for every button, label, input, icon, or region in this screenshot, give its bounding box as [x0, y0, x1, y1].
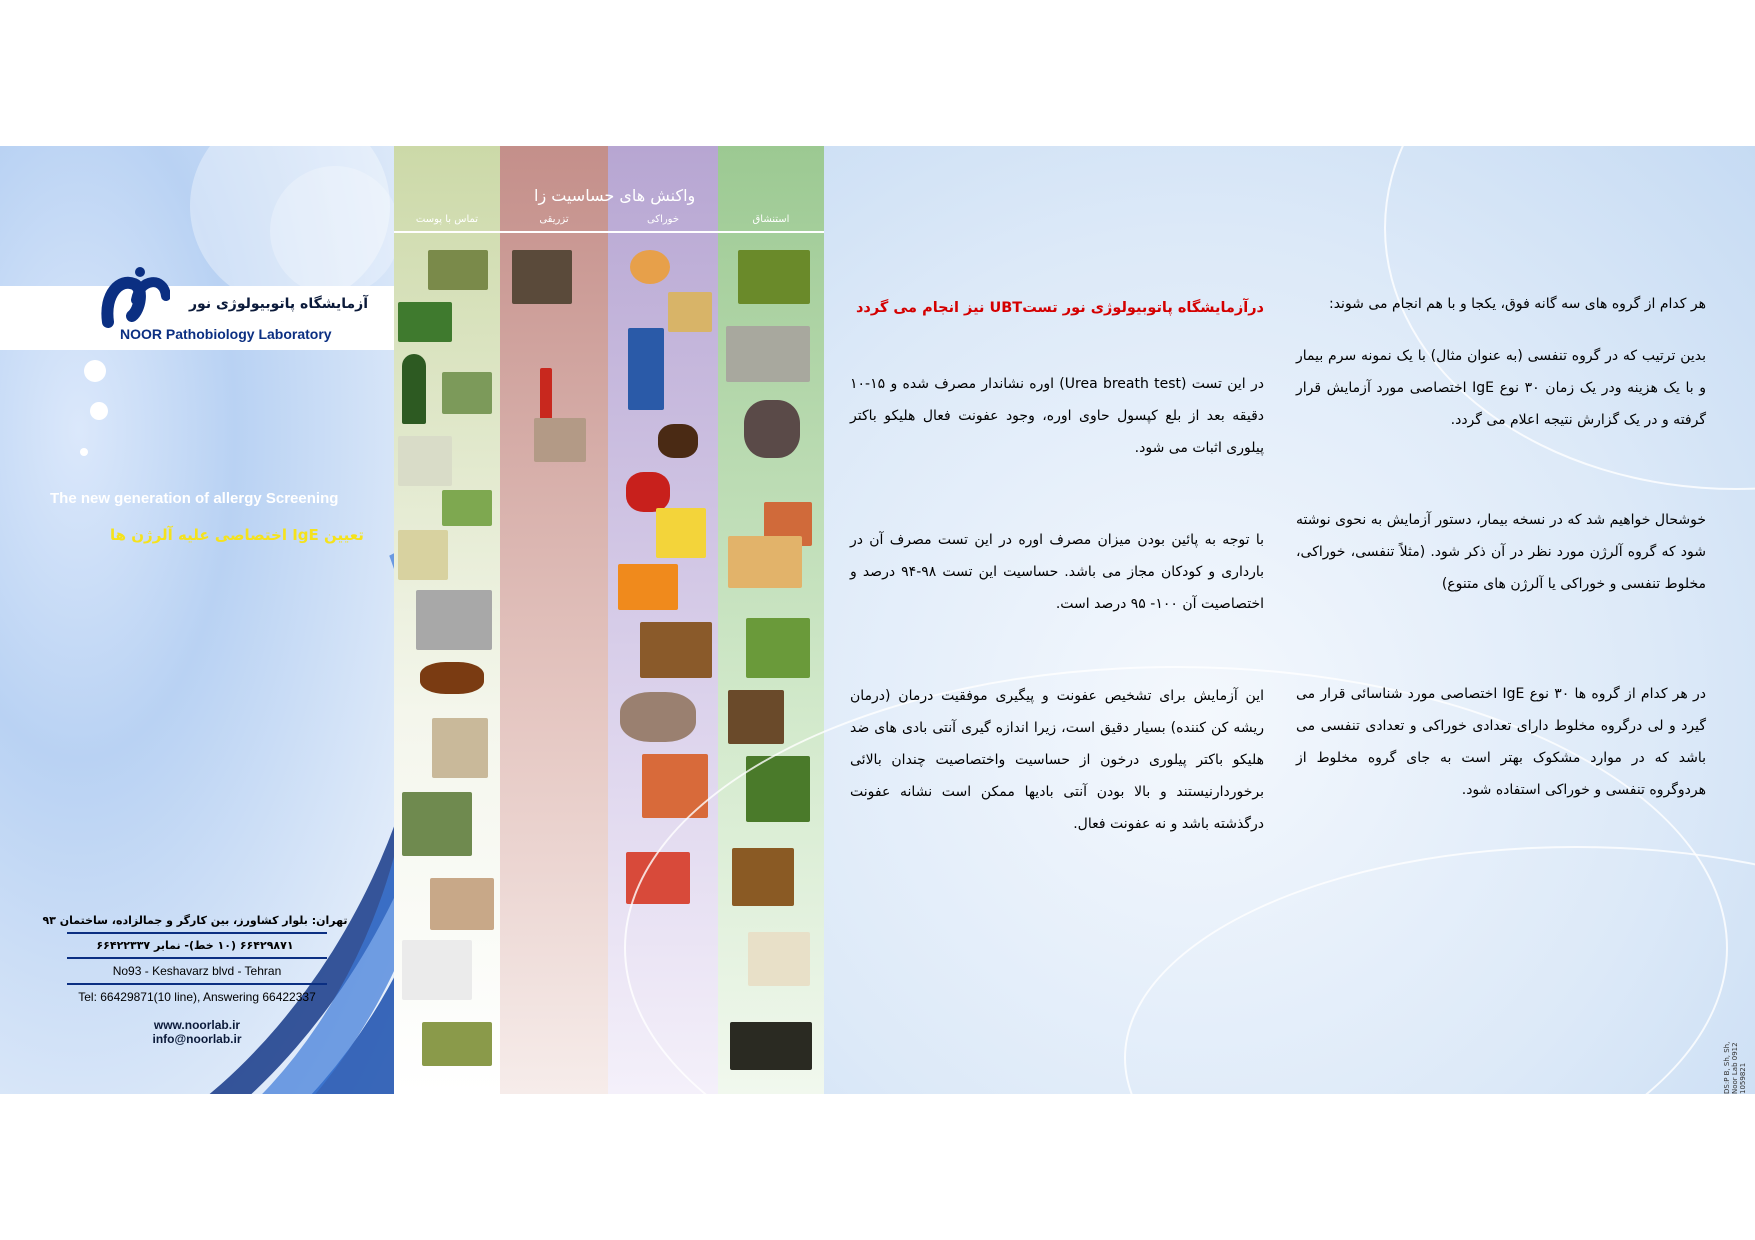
cover-panel: [0, 146, 394, 1094]
email-link[interactable]: info@noorlab.ir: [152, 1032, 242, 1046]
group-paragraph-1: هر کدام از گروه های سه گانه فوق، یکجا و با هم انجام می شوند:: [1328, 296, 1706, 312]
info-panel: [824, 146, 1755, 1094]
columns-title: واکنش های حساسیت زا: [534, 186, 696, 205]
group-paragraph-3: خوشحال خواهیم شد که در نسخه بیمار، دستور آزمایش به نحوی نوشته شود که گروه آلرژن مورد نظر در آن ذکر شود. (مثلاً تنفسی، خوراکی، مخلوط تنفسی و خوراکی یا آلرژن های متنوع): [1296, 512, 1706, 592]
nuts-photo: [640, 622, 712, 678]
column-label: تماس با پوست: [415, 214, 479, 225]
tagline-fa: تعیین IgE اختصاصی علیه آلرژن ها: [110, 526, 364, 544]
ubt-title: درآزمایشگاه پاتوبیولوژی نور تستUBT نیز انجام می گردد: [855, 300, 1264, 316]
decor-dot: [84, 360, 106, 382]
group-paragraph-2: بدین ترتیب که در گروه تنفسی (به عنوان مثال) با یک نمونه سرم بیمار و با یک هزینه ودر یک زمان ۳۰ نوع IgE اختصاصی مورد آزمایش قرار گرفته و در یک گزارش نتیجه اعلام می گردد.: [1296, 348, 1706, 428]
fish-photo: [620, 692, 696, 742]
decor-dot: [90, 402, 108, 420]
ubt-paragraph-1: در این تست (Urea breath test) اوره نشاندار مصرف شده و ۱۵-۱۰ دقیقه بعد از بلع کپسول حاوی اوره، وجود عفونت فعال هلیکو باکتر پیلوری اثبات می شود.: [850, 376, 1264, 456]
camel-photo: [430, 878, 494, 930]
flower-photo: [398, 530, 448, 580]
egg-photo: [630, 250, 670, 284]
pigeon-photo: [744, 400, 800, 458]
divider: [67, 957, 327, 959]
column-label: استنشاق: [752, 214, 790, 225]
cypress-photo: [402, 354, 426, 424]
contact-block: [0, 914, 394, 1046]
grass-photo: [398, 302, 452, 342]
leaf-photo: [442, 490, 492, 526]
dog-photo: [402, 792, 472, 856]
group-paragraph-4: در هر کدام از گروه ها ۳۰ نوع IgE اختصاصی مورد شناسائی قرار می گیرد و لی درگروه مخلوط دارای تعدادی خوراکی و تعدادی تنفسی می باشد که در موارد مشکوک بهتر است به جای گروه مخلوط از هردوگروه تنفسی و خوراکی استفاده شود.: [1296, 686, 1706, 798]
insect-photo: [428, 250, 488, 290]
column-label: تزریقی: [539, 214, 569, 225]
phone-fa: ۶۶۴۲۹۸۷۱ (۱۰ خط)- نمابر ۶۶۴۲۲۳۳۷: [96, 939, 294, 952]
dust-mite-photo: [416, 590, 492, 650]
header-divider: [394, 231, 824, 233]
fog-photo: [726, 326, 810, 382]
cockroach-photo: [420, 662, 484, 694]
noor-logo-icon: [100, 264, 170, 334]
horse-photo: [728, 690, 784, 744]
address-fa: تهران: بلوار کشاورز، بین کارگر و جمالزاده، ساختمان ۹۳: [42, 914, 348, 927]
citrus-photo: [618, 564, 678, 610]
brochure-page: [0, 146, 1755, 1094]
banana-photo: [656, 508, 706, 558]
dates-photo: [658, 424, 698, 458]
phone-en: Tel: 66429871(10 line), Answering 66422337: [78, 990, 316, 1004]
ubt-paragraph-3: این آزمایش برای تشخیص عفونت و پیگیری موفقیت درمان (درمان ریشه کن کننده) بسیار دقیق است، زیرا اندازه گیری آنتی بادی های ضد هلیکو باکتر پیلوری درخون از حساسیت واختصاصیت چندان بالائی برخوردارنیستند و بالا بودن آنتی بادیها ممکن است نشانه عفونت درگذشته باشد و نه عفونت فعال.: [850, 688, 1264, 832]
bee-photo: [512, 250, 572, 304]
lab-name-fa: آزمایشگاه پاتوبیولوژی نور: [188, 296, 368, 312]
divider: [67, 983, 327, 985]
olive-photo: [442, 372, 492, 414]
column-label: خوراکی: [646, 214, 680, 225]
latex-gloves-photo: [402, 940, 472, 1000]
decor-dot: [80, 448, 88, 456]
lab-name-en: NOOR Pathobiology Laboratory: [120, 326, 332, 342]
website-link[interactable]: www.noorlab.ir: [153, 1018, 241, 1032]
tagline-en: The new generation of allergy Screening: [50, 490, 339, 507]
grain-photo: [668, 292, 712, 332]
tree-photo: [746, 618, 810, 678]
print-code: DS:P B, Sh, Sh, Noor Lab 0912 1059821: [1723, 1041, 1747, 1094]
divider: [67, 932, 327, 934]
tomato-photo: [626, 472, 670, 512]
milk-carton-photo: [628, 328, 664, 410]
bread-photo: [728, 536, 802, 588]
address-en: No93 - Keshavarz blvd - Tehran: [112, 964, 282, 978]
pollen-photo: [422, 1022, 492, 1066]
cat-photo: [534, 418, 586, 462]
pollen-photo: [738, 250, 810, 304]
cat-photo: [432, 718, 488, 778]
blossom-photo: [398, 436, 452, 486]
ubt-paragraph-2: با توجه به پائین بودن میزان مصرف اوره در این تست مصرف آن در بارداری و کودکان مجاز می باشد. حساسیت این تست ۹۸-۹۴ درصد و اختصاصیت آن ۱۰۰- ۹۵ درصد است.: [850, 532, 1264, 612]
